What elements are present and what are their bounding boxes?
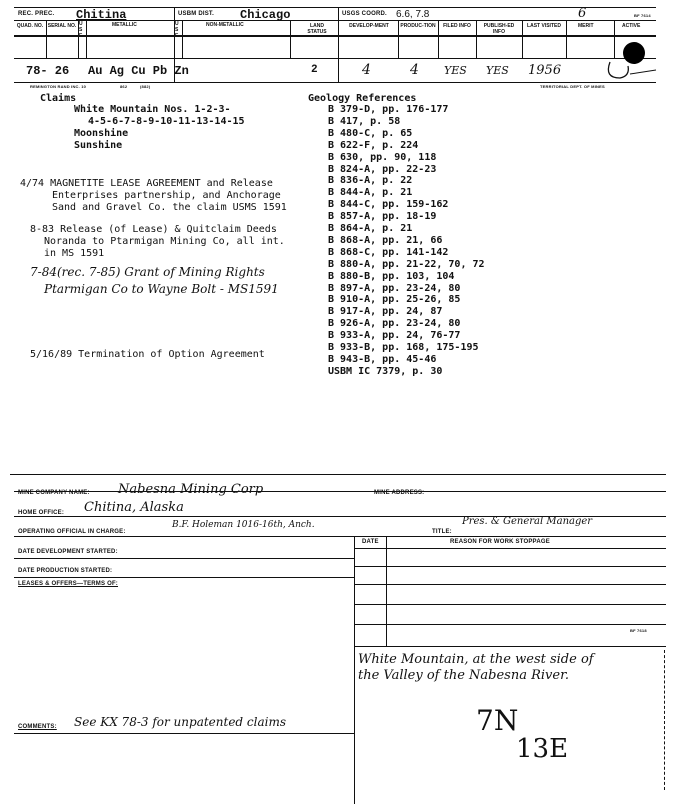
geology-reference: B 630, pp. 90, 118 bbox=[328, 151, 437, 163]
grant-line-1: 7-84(rec. 7-85) Grant of Mining Rights bbox=[30, 265, 265, 279]
last-visited-value: 1956 bbox=[528, 63, 562, 78]
geology-reference: B 824-A, pp. 22-23 bbox=[328, 163, 437, 175]
col-merit: MERIT bbox=[578, 23, 594, 29]
geology-reference: B 844-A, p. 21 bbox=[328, 187, 413, 199]
home-office-value: Chitina, Alaska bbox=[84, 500, 184, 515]
geology-reference: B 880-B, pp. 103, 104 bbox=[328, 270, 455, 282]
geology-reference: B 868-C, pp. 141-142 bbox=[328, 246, 449, 258]
col-non-metallic: NON-METALLIC bbox=[206, 22, 244, 28]
geology-reference: B 933-A, pp. 24, 76-77 bbox=[328, 330, 461, 342]
operating-official-value: B.F. Holeman 1016-16th, Anch. bbox=[172, 520, 315, 530]
filed-info-value: YES bbox=[444, 64, 467, 77]
usgs-coord-value: 6.6, 7.8 bbox=[396, 9, 430, 20]
col-u: U bbox=[79, 21, 83, 27]
col-development: DEVELOP-MENT bbox=[349, 23, 389, 29]
quad-serial-value: 78- 26 bbox=[26, 64, 70, 78]
col-serial-no: SERIAL NO. bbox=[47, 23, 77, 29]
geology-reference: B 836-A, p. 22 bbox=[328, 175, 413, 187]
subheader-mid1: 862 bbox=[120, 84, 128, 89]
col-active: ACTIVE bbox=[622, 23, 641, 29]
release-line-1: 8-83 Release (of Lease) & Quitclaim Deeds bbox=[30, 224, 277, 235]
release-line-2: Noranda to Ptarmigan Mining Co, all int. bbox=[44, 236, 285, 247]
date-label: DATE bbox=[362, 539, 379, 545]
range-value: 13E bbox=[516, 734, 569, 764]
comments-value: See KX 78-3 for unpatented claims bbox=[74, 715, 287, 729]
col-e: E bbox=[79, 33, 83, 39]
home-office-label: HOME OFFICE: bbox=[18, 510, 65, 516]
land-status-value: 2 bbox=[311, 64, 318, 76]
col-s: S bbox=[79, 27, 83, 33]
col-production: PRODUC-TION bbox=[400, 23, 436, 29]
form-number-2: BF 7618 bbox=[630, 628, 647, 633]
col-filed-info: FILED INFO bbox=[443, 23, 471, 29]
geology-reference: B 917-A, pp. 24, 87 bbox=[328, 306, 443, 318]
subheader-right: TERRITORIAL DEPT. OF MINES bbox=[540, 84, 605, 89]
usbm-dist-value: Chicago bbox=[240, 8, 291, 22]
location-line-1: White Mountain, at the west side of bbox=[358, 652, 594, 667]
col-e2: E bbox=[175, 33, 179, 39]
col-published-info: PUBLISH-ED INFO bbox=[483, 23, 515, 35]
comments-label: COMMENTS: bbox=[18, 724, 57, 730]
geology-reference: B 897-A, pp. 23-24, 80 bbox=[328, 282, 461, 294]
geology-reference: B 417, p. 58 bbox=[328, 115, 401, 127]
lease-line-3: Sand and Gravel Co. the claim USMS 1591 bbox=[52, 202, 287, 213]
col-quad-no: QUAD. NO. bbox=[16, 23, 44, 29]
col-metallic: METALLIC bbox=[112, 22, 137, 28]
geology-reference: B 910-A, pp. 25-26, 85 bbox=[328, 294, 461, 306]
subheader-mid2: (882) bbox=[140, 84, 151, 89]
rec-prec-value: Chitina bbox=[76, 8, 127, 22]
geology-reference: B 857-A, pp. 18-19 bbox=[328, 211, 437, 223]
metallic-value: Au Ag Cu Pb Zn bbox=[88, 64, 189, 78]
production-value: 4 bbox=[410, 62, 419, 78]
claims-heading: Claims bbox=[40, 93, 77, 104]
usbm-dist-label: USBM DIST. bbox=[178, 11, 215, 17]
corner-mark: 6 bbox=[578, 6, 587, 21]
mine-company-value: Nabesna Mining Corp bbox=[118, 482, 264, 497]
form-number: BF 7614 bbox=[634, 13, 651, 18]
claims-line-2: 4-5-6-7-8-9-10-11-13-14-15 bbox=[88, 116, 245, 127]
claims-line-1: White Mountain Nos. 1-2-3- bbox=[74, 104, 231, 115]
geology-reference: B 480-C, p. 65 bbox=[328, 127, 413, 139]
reason-label: REASON FOR WORK STOPPAGE bbox=[450, 539, 550, 545]
geology-reference: USBM IC 7379, p. 30 bbox=[328, 365, 443, 377]
geology-reference: B 880-A, pp. 21-22, 70, 72 bbox=[328, 258, 485, 270]
geology-reference: B 926-A, pp. 23-24, 80 bbox=[328, 318, 461, 330]
development-value: 4 bbox=[362, 62, 371, 78]
col-land-status: LAND STATUS bbox=[307, 23, 327, 35]
geology-reference: B 943-B, pp. 45-46 bbox=[328, 353, 437, 365]
operating-official-label: OPERATING OFFICIAL IN CHARGE: bbox=[18, 529, 126, 535]
geology-heading: Geology References bbox=[308, 93, 417, 104]
published-info-value: YES bbox=[486, 64, 509, 77]
subheader-left: REMINGTON RAND INC. 10 bbox=[30, 84, 87, 89]
scribble-mark bbox=[600, 58, 660, 84]
leases-offers-label: LEASES & OFFERS—TERMS OF: bbox=[18, 581, 119, 587]
grant-line-2: Ptarmigan Co to Wayne Bolt - MS1591 bbox=[44, 282, 279, 296]
title-label: TITLE: bbox=[432, 529, 452, 535]
title-value: Pres. & General Manager bbox=[462, 516, 593, 527]
claims-line-4: Sunshine bbox=[74, 140, 123, 151]
lease-line-1: 4/74 MAGNETITE LEASE AGREEMENT and Release bbox=[20, 178, 273, 189]
claims-line-3: Moonshine bbox=[74, 128, 129, 139]
geology-reference: B 844-C, pp. 159-162 bbox=[328, 199, 449, 211]
col-last-visited: LAST VISITED bbox=[527, 23, 561, 29]
termination-line: 5/16/89 Termination of Option Agreement bbox=[30, 349, 265, 360]
location-line-2: the Valley of the Nabesna River. bbox=[358, 668, 570, 683]
geology-reference: B 622-F, p. 224 bbox=[328, 139, 419, 151]
geology-reference: B 933-B, pp. 168, 175-195 bbox=[328, 342, 479, 353]
lease-line-2: Enterprises partnership, and Anchorage bbox=[52, 190, 281, 201]
mine-address-label: MINE ADDRESS: bbox=[374, 490, 425, 496]
release-line-3: in MS 1591 bbox=[44, 248, 105, 259]
usgs-coord-label: USGS COORD. bbox=[342, 11, 387, 17]
geology-reference: B 864-A, p. 21 bbox=[328, 223, 413, 234]
township-value: 7N bbox=[476, 704, 519, 737]
geology-reference: B 868-A, pp. 21, 66 bbox=[328, 234, 443, 246]
dev-started-label: DATE DEVELOPMENT STARTED: bbox=[18, 549, 118, 555]
col-u2: U bbox=[175, 21, 179, 27]
mine-company-label: MINE COMPANY NAME: bbox=[18, 490, 90, 496]
prod-started-label: DATE PRODUCTION STARTED: bbox=[18, 568, 113, 574]
col-s2: S bbox=[175, 27, 179, 33]
rec-prec-label: REC. PREC. bbox=[18, 11, 55, 17]
geology-reference: B 379-D, pp. 176-177 bbox=[328, 104, 449, 115]
